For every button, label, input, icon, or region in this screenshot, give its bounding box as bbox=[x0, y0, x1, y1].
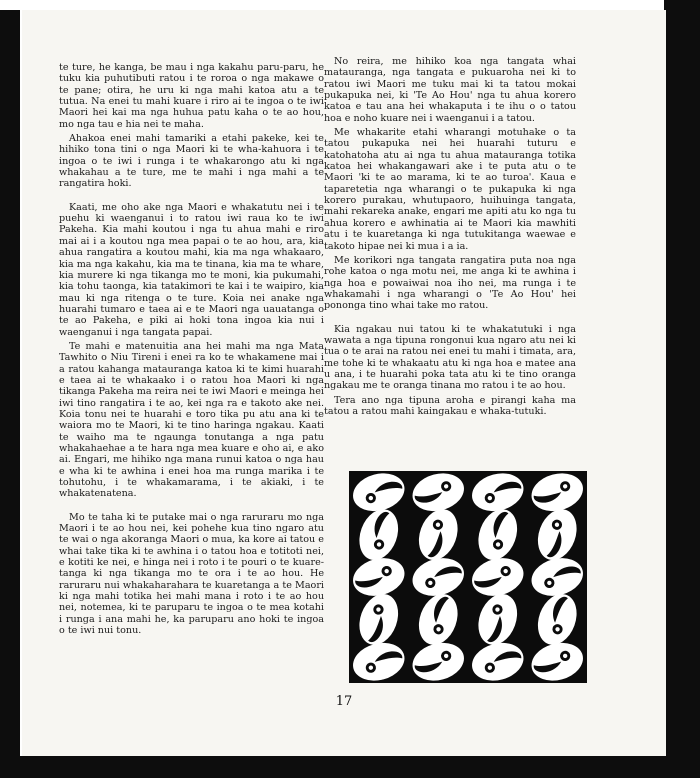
paragraph: Kia ngakau nui tatou ki te whakatutuki i nga wawata a nga tipuna rongonui kua ngaro atu nei ki tua o te arai na ratou nei enei tu mahi i timata, ara, me tohe ki te whakaatu atu ki nga hoa e matee ana u ana, i te huarahi poka tata atu ki te tino oranga ngakau me te oranga tinana mo ratou i te ao hou. bbox=[324, 323, 576, 392]
koru-motif bbox=[468, 471, 528, 517]
koru-motif bbox=[531, 504, 583, 566]
koru-motif bbox=[468, 553, 528, 602]
koru-motif bbox=[408, 637, 468, 683]
right-column bbox=[324, 56, 576, 420]
kowhaiwhai-koru-pattern-icon bbox=[349, 471, 587, 683]
koru-motif bbox=[472, 589, 524, 651]
left-column bbox=[59, 62, 324, 640]
koru-motif bbox=[531, 589, 583, 651]
paragraph: Ahakoa enei mahi tamariki a etahi pakeke, kei te hihiko tona tini o nga Maori ki te wha-kahuora i te ingoa o te iwi i runga i te whakarongo atu ki nga whakahau a te ture, me te mahi i nga mahi a te rangatira hoki. bbox=[59, 133, 324, 190]
koru-motif bbox=[353, 504, 405, 566]
koru-motif bbox=[353, 589, 405, 651]
paragraph: Te mahi e matenuitia ana hei mahi ma nga Mata Tawhito o Niu Tireni i enei ra ko te whakamene mai i a ratou kahanga matauranga katoa ki te kimi huarahi e taea ai te whakaako i o ratou hoa Maori ki nga tikanga Pakeha ma reira nei te iwi Maori e meinga hei iwi tino rangatira i te ao, kei nga ra e takoto ake nei. Koia tonu nei te huarahi e toro tika pu atu ana ki te waiora mo te Maori, ki te tino haringa ngakau. Kaati te waiho ma te ngaunga tonutanga a nga patu whakahaehae a te hara nga mea kuare e oho ai, e ako ai. Engari, me hihiko nga mana runui katoa o nga hau e wha ki te awhina i enei hoa ma runga marika i te tohutohu, i te whakamarama, i te akiaki, i te whakatenatena. bbox=[59, 340, 324, 500]
scan-left-edge bbox=[0, 10, 20, 778]
koru-motif bbox=[468, 637, 528, 683]
paragraph: Me korikori nga tangata rangatira puta noa nga rohe katoa o nga motu nei, me anga ki te awhina i nga hoa e powaiwai noa iho nei, ma runga i te whakamahi i nga wharangi o 'Te Ao Hou' hei pononga tino whai take mo ratou. bbox=[324, 254, 576, 312]
paragraph: Mo te taha ki te putake mai o nga raruraru mo nga Maori i te ao hou nei, kei pohehe kua tino ngaro atu te wai o nga akoranga Maori o mua, ka kore ai tatou e whai take tika ki te awhina i o tatou hoa e totitoti nei, e kotiti ke nei, e hinga nei i roto i te pouri o te kuare-tanga ki nga tikanga mo te ora i te ao hou. He raruraru nui whakaharahara te kuaretanga a te Maori ki nga mahi totika hei mahi mana i roto i te ao hou nei, notemea, ki te paruparu te ingoa o te mea kotahi i runga i ana mahi he, ka paruparu ano hoki te ingoa o te iwi nui tonu. bbox=[59, 511, 324, 637]
scan-right-edge bbox=[664, 0, 700, 778]
koru-illustration bbox=[349, 471, 587, 683]
koru-motif bbox=[408, 471, 468, 517]
paragraph: te ture, he kanga, be mau i nga kakahu paru-paru, he tuku kia puhutibuti ratou i te roroa o nga makawe o te pane; otira, he uru ki nga mahi katoa atu a te tutua. Na enei tu mahi kuare i riro ai te ingoa o te iwi Maori hei kai ma nga huhua patu kaha o te ao hou, mo nga tau e hia nei te maha. bbox=[59, 62, 324, 130]
koru-motif bbox=[349, 637, 409, 683]
koru-motif bbox=[472, 504, 524, 566]
page-number: 17 bbox=[335, 694, 353, 709]
paragraph: Me whakarite etahi wharangi motuhake o ta tatou pukapuka nei hei huarahi tuturu e katohatoha atu ai nga tu ahua matauranga totika katoa hei whakangawari ake i te puta atu o te Maori 'ki te ao marama, ki te ao turoa'. Kaua e taparetetia nga wharangi o te pukapuka ki nga korero purakau, whutupaoro, huihuinga tangata, mahi rekareka anake, engari me apiti atu ko nga tu ahua korero e awhinatia ai te Maori kia mawhiti atu i te kuaretanga ki nga tutukitanga waewae e takoto hipae nei ki mua i a ia. bbox=[324, 127, 576, 252]
koru-motif bbox=[349, 471, 409, 517]
koru-motif bbox=[527, 553, 587, 602]
koru-motif bbox=[408, 553, 468, 602]
document-page bbox=[22, 10, 666, 756]
koru-motif bbox=[349, 553, 409, 602]
paragraph: Tera ano nga tipuna aroha e pirangi kaha ma tatou a ratou mahi kaingakau e whaka-tutuki. bbox=[324, 394, 576, 417]
scan-bottom-edge bbox=[0, 756, 700, 778]
koru-motif bbox=[527, 637, 587, 683]
koru-motif bbox=[527, 471, 587, 517]
koru-motif bbox=[412, 589, 464, 651]
paragraph: No reira, me hihiko koa nga tangata whai matauranga, nga tangata e pukuaroha nei ki to ratou iwi Maori me tuku mai ki ta tatou mokai pukapuka nei, ki 'Te Ao Hou' nga tu ahua korero katoa e tau ana hei whakaputa i te ihu o o tatou hoa e noho kuare nei i waenganui i a tatou. bbox=[324, 56, 576, 124]
koru-motif bbox=[412, 504, 464, 566]
paragraph: Kaati, me oho ake nga Maori e whakatutu nei i te puehu ki waenganui i to ratou iwi raua ko te iwi Pakeha. Kia mahi koutou i nga tu ahua mahi e riro mai ai i a koutou nga mea papai o te ao hou, ara, kia ahua rangatira a koutou mahi, kia ma nga whakaaro, kia ma nga kakahu, kia ma te tinana, kia ma te whare, kia murere ki nga tikanga mo te moni, kia pukumahi, kia tohu taonga, kia tatakimori te kai i te waipiro, kia mau ki nga ritenga o te ture. Koia nei anake nga huarahi tumaro e taea ai e te Maori nga uauatanga o te ao Pakeha, e piki ai hoki tona ingoa kia nui i waenganui i nga tangata papai. bbox=[59, 201, 324, 338]
